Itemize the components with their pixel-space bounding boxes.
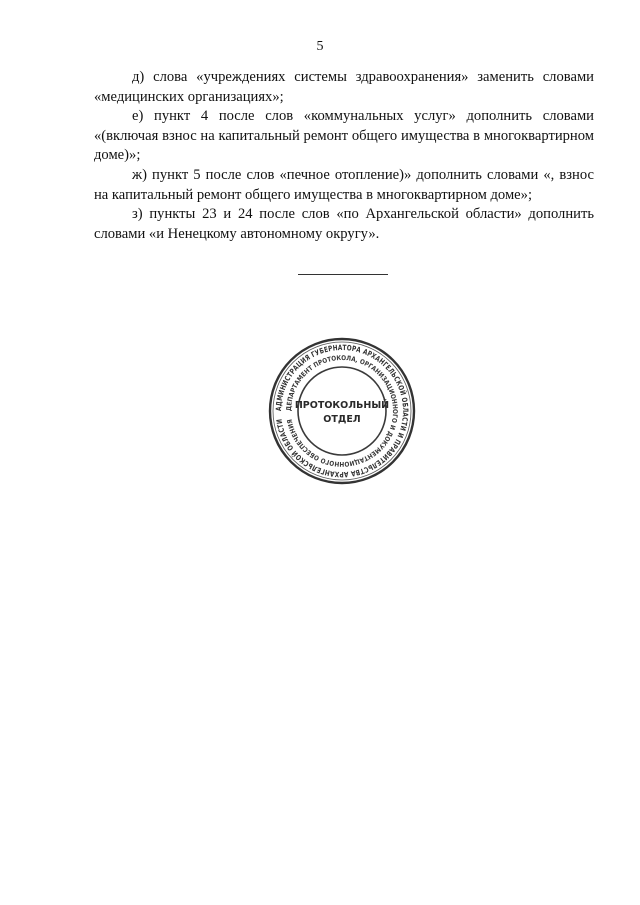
document-body [94,68,594,244]
page-number: 5 [316,39,324,54]
protocol-department-stamp [267,336,417,486]
list-item: ж) пункт 5 после слов «печное отопление)» дополнить словами «, взнос на капитальный ремонт общего имущества в многоквартирном доме»; [94,166,594,203]
stamp-outer-ring-text: АДМИНИСТРАЦИЯ ГУБЕРНАТОРА АРХАНГЕЛЬСКОЙ ОБЛАСТИ И ПРАВИТЕЛЬСТВА АРХАНГЕЛЬСКОЙ ОБЛАСТИ [273,342,411,480]
stamp-center-line-2: ОТДЕЛ [323,414,361,425]
list-item: з) пункты 23 и 24 после слов «по Архангельской области» дополнить словами «и Ненецкому автономному округу». [94,206,594,242]
stamp-inner-ring-text: ДЕПАРТАМЕНТ ПРОТОКОЛА, ОРГАНИЗАЦИОННОГО И ДОКУМЕНТАЦИОННОГО ОБЕСПЕЧЕНИЯ [284,353,400,469]
stamp-seal-icon [267,336,417,486]
list-item: е) пункт 4 после слов «коммунальных услуг» дополнить словами «(включая взнос на капитальный ремонт общего имущества в многоквартирном доме)»; [94,108,594,164]
stamp-center-line-1: ПРОТОКОЛЬНЫЙ [294,400,390,411]
end-separator-line [298,274,388,275]
list-item: д) слова «учреждениях системы здравоохранения» заменить словами «медицинских организациях»; [94,69,594,105]
